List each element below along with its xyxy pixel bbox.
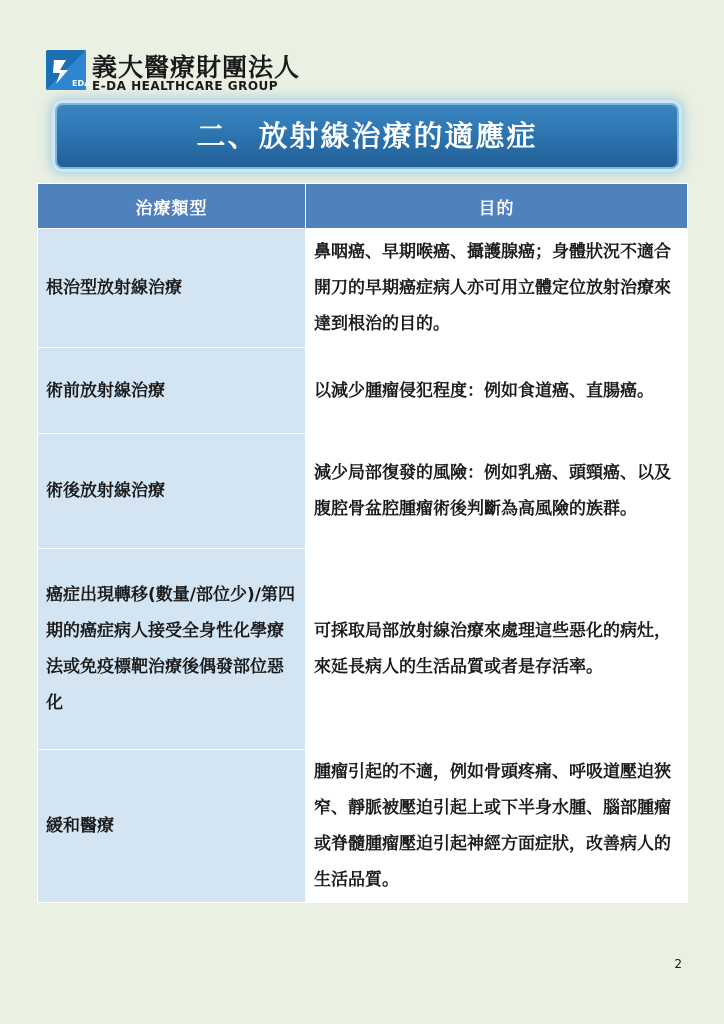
eda-logo-icon (46, 50, 91, 90)
org-name-english: E-DA HEALTHCARE GROUP (92, 79, 279, 93)
table-row (38, 229, 688, 348)
row-type-cell: 根治型放射線治療 (38, 229, 306, 348)
section-title-banner (55, 103, 679, 169)
org-logo (46, 48, 301, 94)
column-header-goal: 目的 (306, 184, 688, 229)
row-type-cell: 緩和醫療 (38, 750, 306, 903)
row-goal-cell: 鼻咽癌、早期喉癌、攝護腺癌；身體狀況不適合開刀的早期癌症病人亦可用立體定位放射治療來達到根治的目的。 (306, 229, 688, 348)
indication-table (37, 183, 688, 903)
page-number: 2 (674, 957, 682, 971)
org-name-chinese: 義大醫療財團法人 (92, 53, 301, 82)
section-title: 二、放射線治療的適應症 (196, 119, 538, 153)
table-row (38, 750, 688, 903)
row-goal-cell: 可採取局部放射線治療來處理這些惡化的病灶，來延長病人的生活品質或者是存活率。 (306, 549, 688, 750)
row-goal-cell: 減少局部復發的風險：例如乳癌、頭頸癌、以及腹腔骨盆腔腫瘤術後判斷為高風險的族群。 (306, 434, 688, 549)
table-row (38, 434, 688, 549)
logo-mark-text: EDA (72, 79, 91, 88)
row-goal-cell: 以減少腫瘤侵犯程度：例如食道癌、直腸癌。 (306, 348, 688, 434)
table-header-row (38, 184, 688, 229)
row-type-cell: 術前放射線治療 (38, 348, 306, 434)
table-row (38, 348, 688, 434)
row-type-cell: 術後放射線治療 (38, 434, 306, 549)
column-header-type: 治療類型 (38, 184, 306, 229)
table-row (38, 549, 688, 750)
row-type-cell: 癌症出現轉移(數量/部位少)/第四期的癌症病人接受全身性化學療法或免疫標靶治療後偶發部位惡化 (38, 549, 306, 750)
row-goal-cell: 腫瘤引起的不適，例如骨頭疼痛、呼吸道壓迫狹窄、靜脈被壓迫引起上或下半身水腫、腦部腫瘤或脊髓腫瘤壓迫引起神經方面症狀，改善病人的生活品質。 (306, 750, 688, 903)
